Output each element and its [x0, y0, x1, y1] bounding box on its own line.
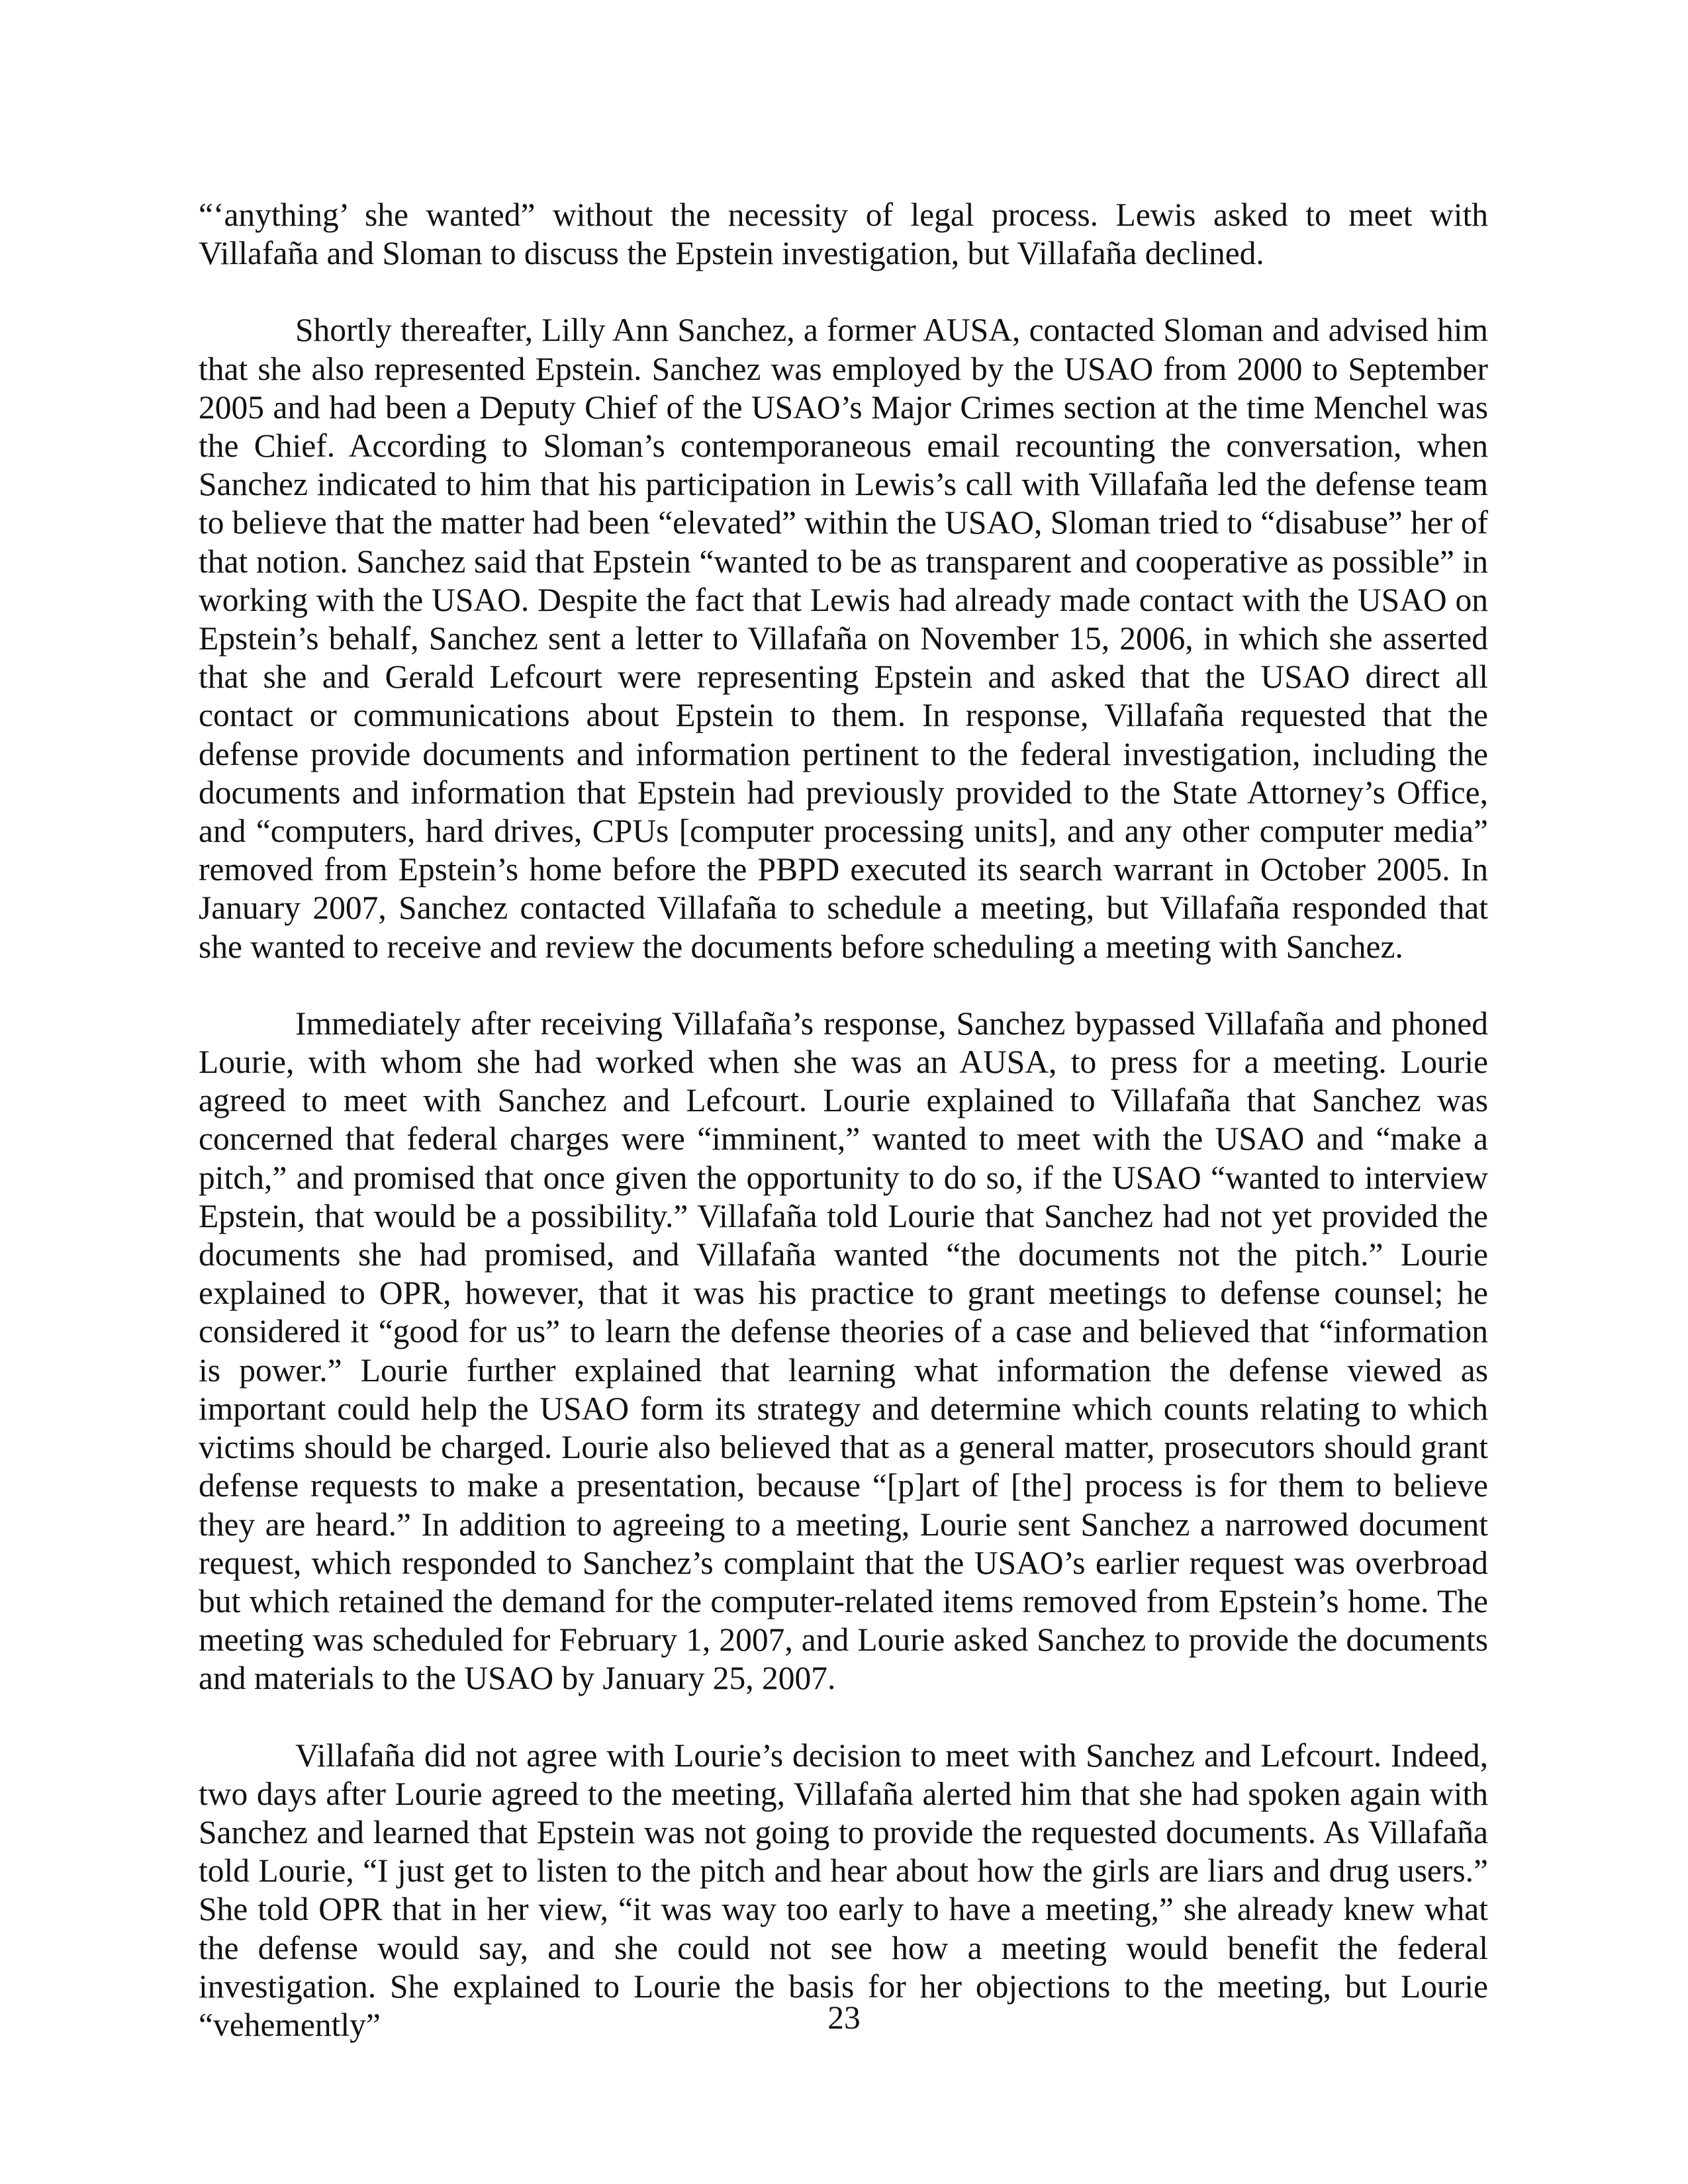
paragraph-sanchez-contact: Shortly thereafter, Lilly Ann Sanchez, a former AUSA, contacted Sloman and advised him that she also represented Epstein. Sanchez was employed by the USAO from 2000 to September 2005 and had been a Deputy Chief of the USAO’s Major Crimes section at the time Menchel was the Chief. According to Sloman’s contemporaneous email recounting the conversation, when Sanchez indicated to him that his participation in Lewis’s call with Villafaña led the defense team to believe that the matter had been “elevated” within the USAO, Sloman tried to “disabuse” her of that notion. Sanchez said that Epstein “wanted to be as transparent and cooperative as possible” in working with the USAO. Despite the fact that Lewis had already made contact with the USAO on Epstein’s behalf, Sanchez sent a letter to Villafaña on November 15, 2006, in which she asserted that she and Gerald Lefcourt were representing Epstein and asked that the USAO direct all contact or communications about Epstein to them. In response, Villafaña requested that the defense provide documents and information pertinent to the federal investigation, including the documents and information that Epstein had previously provided to the State Attorney’s Office, and “computers, hard drives, CPUs [computer processing units], and any other computer media” removed from Epstein’s home before the PBPD executed its search warrant in October 2005. In January 2007, Sanchez contacted Villafaña to schedule a meeting, but Villafaña responded that she wanted to receive and review the documents before scheduling a meeting with Sanchez.	[199, 312, 1488, 965]
page-number: 23	[827, 1999, 861, 2036]
document-body	[199, 196, 1488, 2083]
paragraph-villafana-objection: Villafaña did not agree with Lourie’s decision to meet with Sanchez and Lefcourt. Indeed, two days after Lourie agreed to the meeting, Villafaña alerted him that she had spoken again with Sanchez and learned that Epstein was not going to provide the requested documents. As Villafaña told Lourie, “I just get to listen to the pitch and hear about how the girls are liars and drug users.” She told OPR that in her view, “it was way too early to have a meeting,” she already knew what the defense would say, and she could not see how a meeting would benefit the federal investigation. She explained to Lourie the basis for her objections to the meeting, but Lourie “vehemently”	[199, 1737, 1488, 2043]
paragraph-continuation: “‘anything’ she wanted” without the necessity of legal process. Lewis asked to meet with Villafaña and Sloman to discuss the Epstein investigation, but Villafaña declined.	[199, 197, 1488, 272]
paragraph-lourie-meeting: Immediately after receiving Villafaña’s response, Sanchez bypassed Villafaña and phoned Lourie, with whom she had worked when she was an AUSA, to press for a meeting. Lourie agreed to meet with Sanchez and Lefcourt. Lourie explained to Villafaña that Sanchez was concerned that federal charges were “imminent,” wanted to meet with the USAO and “make a pitch,” and promised that once given the opportunity to do so, if the USAO “wanted to interview Epstein, that would be a possibility.” Villafaña told Lourie that Sanchez had not yet provided the documents she had promised, and Villafaña wanted “the documents not the pitch.” Lourie explained to OPR, however, that it was his practice to grant meetings to defense counsel; he considered it “good for us” to learn the defense theories of a case and believed that “information is power.” Lourie further explained that learning what information the defense viewed as important could help the USAO form its strategy and determine which counts relating to which victims should be charged. Lourie also believed that as a general matter, prosecutors should grant defense requests to make a presentation, because “[p]art of [the] process is for them to believe they are heard.” In addition to agreeing to a meeting, Lourie sent Sanchez a narrowed document request, which responded to Sanchez’s complaint that the USAO’s earlier request was overbroad but which retained the demand for the computer-related items removed from Epstein’s home. The meeting was scheduled for February 1, 2007, and Lourie asked Sanchez to provide the documents and materials to the USAO by January 25, 2007.	[199, 1005, 1488, 1697]
